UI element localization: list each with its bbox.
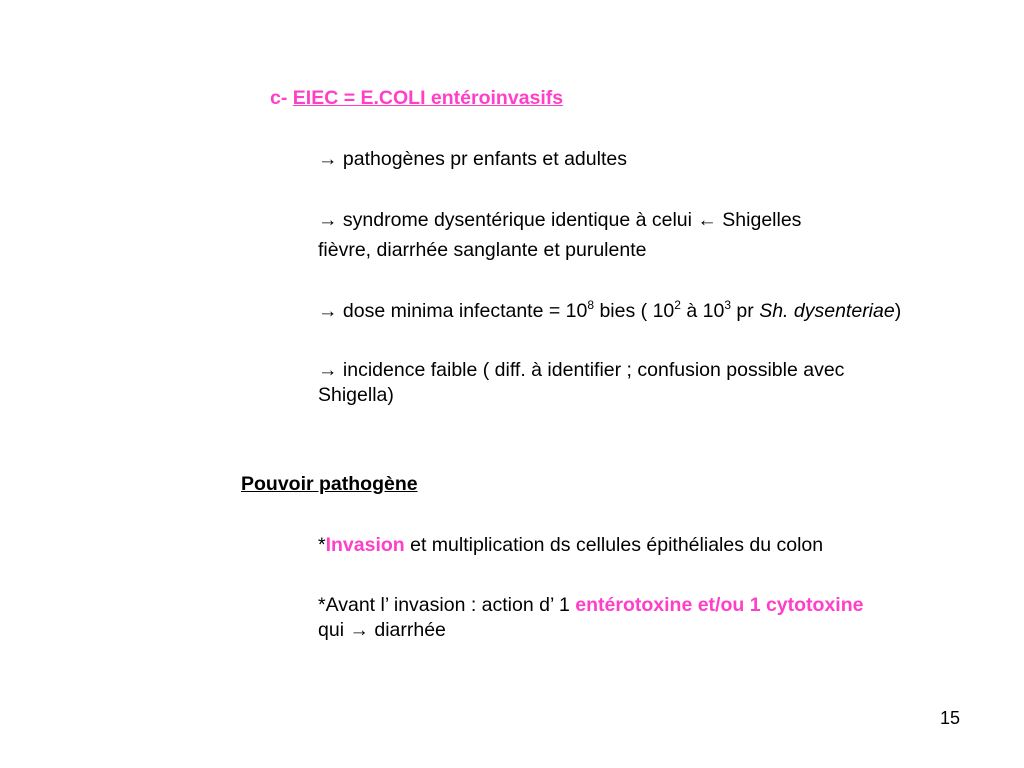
bullet-incidence: → incidence faible ( diff. à identifier ; confusion possible avec <box>318 359 845 381</box>
toxin-text: *Avant l’ invasion : action d’ 1 <box>318 594 576 616</box>
section-item-toxin <box>318 593 863 617</box>
invasion-highlight: Invasion <box>325 534 405 556</box>
dose-text-5: ) <box>894 300 902 322</box>
bullet-dose <box>318 299 901 323</box>
slide-heading <box>270 86 563 110</box>
bullet-syndrome-detail: fièvre, diarrhée sanglante et purulente <box>318 239 647 261</box>
dose-text-3: à 10 <box>680 300 725 322</box>
toxin-highlight: entérotoxine et/ou 1 cytotoxine <box>575 594 864 616</box>
section-title: Pouvoir pathogène <box>241 473 418 495</box>
bullet-syndrome: → syndrome dysentérique identique à celui ← Shigelles <box>318 209 802 231</box>
heading-title: EIEC = E.COLI entéroinvasifs <box>292 87 564 109</box>
dose-text-1: → dose minima infectante = 10 <box>318 300 588 322</box>
dose-text-2: bies ( 10 <box>594 300 675 322</box>
dose-exponent-3: 3 <box>724 298 732 312</box>
page-number: 15 <box>939 708 961 728</box>
item-star: * <box>318 534 326 556</box>
section-item-invasion <box>318 533 823 557</box>
invasion-rest: et multiplication ds cellules épithéliales du colon <box>404 534 824 556</box>
dose-species: Sh. dysenteriae <box>759 300 895 322</box>
dose-text-4: pr <box>731 300 760 322</box>
bullet-incidence-detail: Shigella) <box>318 384 394 406</box>
dose-exponent-1: 8 <box>587 298 595 312</box>
section-item-toxin-detail: qui → diarrhée <box>318 619 446 641</box>
heading-prefix: c- <box>270 87 293 109</box>
bullet-pathogens: → pathogènes pr enfants et adultes <box>318 148 627 170</box>
dose-exponent-2: 2 <box>674 298 681 312</box>
